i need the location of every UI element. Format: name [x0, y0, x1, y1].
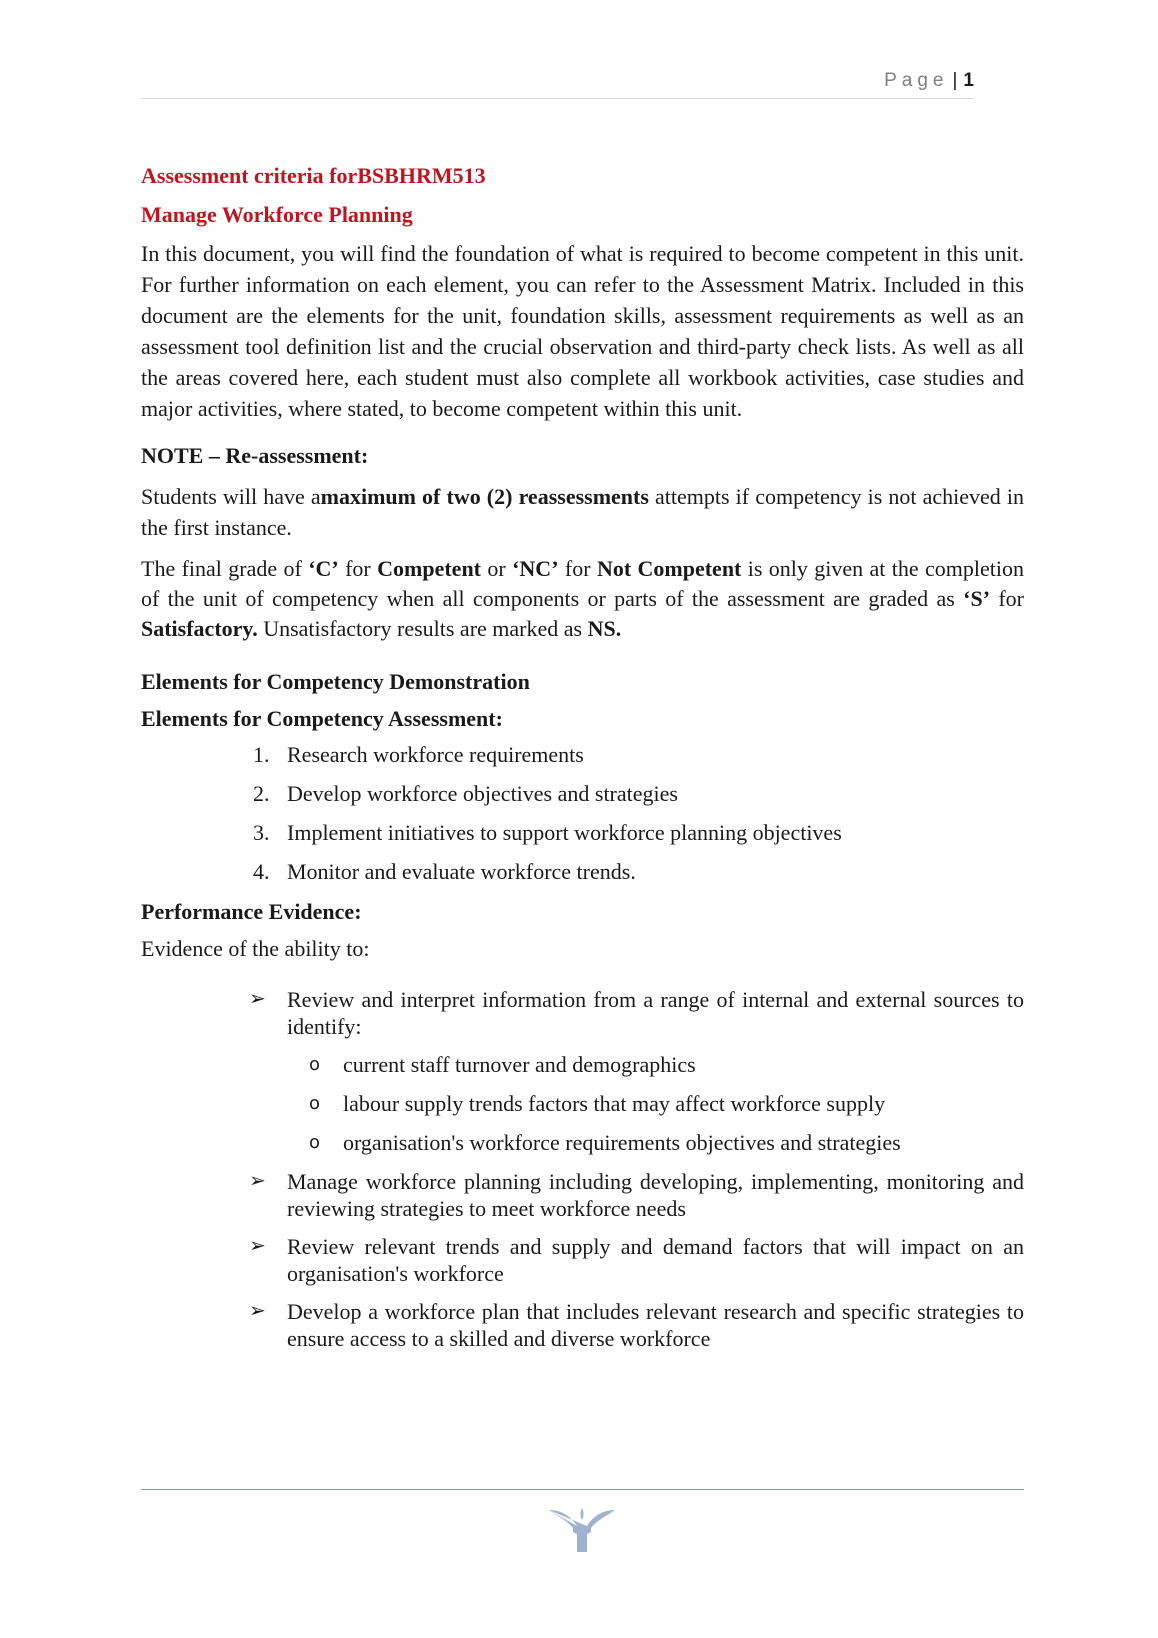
elements-heading-assessment: Elements for Competency Assessment: — [141, 706, 503, 731]
sub-item-text: labour supply trends factors that may affect workforce supply — [343, 1091, 886, 1116]
text-run: for — [338, 556, 378, 581]
text-run-bold: Satisfactory. — [141, 616, 258, 641]
text-run-bold: ‘NC’ — [512, 556, 559, 581]
footer-divider — [141, 1489, 1024, 1490]
bullet-item — [141, 1298, 1024, 1352]
page-header — [141, 66, 974, 99]
bullet-item — [141, 1168, 1024, 1222]
list-item — [141, 739, 1024, 778]
list-item — [141, 778, 1024, 817]
bullet-item — [141, 986, 1024, 1166]
note-paragraph-1 — [141, 481, 1024, 543]
text-run: The final grade of — [141, 556, 309, 581]
arrow-bullet-icon: ➢ — [249, 1170, 266, 1192]
arrow-bullet-icon: ➢ — [249, 988, 266, 1010]
bullet-text: Review relevant trends and supply and demand factors that will impact on an organisation's workforce — [287, 1234, 1024, 1286]
bullet-text: Manage workforce planning including developing, implementing, monitoring and reviewing strategies to meet workforce needs — [287, 1169, 1024, 1221]
sub-bullets — [287, 1051, 1024, 1166]
text-run-bold: ‘C’ — [308, 556, 339, 581]
elements-heading-demonstration: Elements for Competency Demonstration — [141, 669, 530, 694]
circle-bullet-icon: o — [309, 1093, 321, 1114]
intro-paragraph: In this document, you will find the foundation of what is required to become competent in this unit. For further information on each element, you can refer to the Assessment Matrix. Included in this document are the elements for the unit, foundation skills, assessment requirements as well as an assessment tool definition list and the crucial observation and third-party check lists. As well as all the areas covered here, each student must also complete all workbook activities, case studies and major activities, where stated, to become competent within this unit. — [141, 241, 1024, 421]
text-run-bold: NS. — [587, 616, 622, 641]
sub-item — [141, 1090, 1024, 1129]
page-number: 1 — [963, 70, 974, 91]
list-number: 2. — [253, 781, 270, 806]
performance-lead: Evidence of the ability to: — [141, 936, 370, 961]
arrow-bullet-icon: ➢ — [249, 1300, 266, 1322]
sub-item — [141, 1129, 1024, 1166]
list-item — [141, 817, 1024, 856]
note-heading: NOTE – Re-assessment: — [141, 443, 369, 468]
bullet-item — [141, 1233, 1024, 1287]
note-paragraph-2 — [141, 554, 1024, 644]
sub-item-text: organisation's workforce requirements objectives and strategies — [343, 1130, 901, 1155]
text-run: Students will have a — [141, 484, 321, 509]
list-number: 4. — [253, 859, 270, 884]
circle-bullet-icon: o — [309, 1054, 321, 1075]
doc-subtitle: Manage Workforce Planning — [141, 202, 413, 227]
list-number: 1. — [253, 742, 270, 767]
list-item — [141, 856, 1024, 895]
list-item-text: Research workforce requirements — [287, 742, 584, 767]
text-run: or — [481, 556, 513, 581]
text-run-bold: Competent — [377, 556, 482, 581]
text-run-bold: Not Competent — [596, 556, 742, 581]
doc-title: Assessment criteria forBSBHRM513 — [141, 163, 486, 188]
performance-heading: Performance Evidence: — [141, 899, 362, 924]
sub-item — [141, 1051, 1024, 1090]
list-item-text: Implement initiatives to support workforce planning objectives — [287, 820, 842, 845]
page-label: Page — [884, 70, 949, 91]
page-separator: | — [952, 70, 958, 91]
elements-list — [141, 739, 1024, 895]
performance-bullets — [141, 986, 1024, 1352]
text-run-bold: ‘S’ — [963, 586, 991, 611]
list-item-text: Monitor and evaluate workforce trends. — [287, 859, 636, 884]
text-run: for — [990, 586, 1024, 611]
bullet-text: Review and interpret information from a range of internal and external sources to identify: — [287, 987, 1024, 1039]
text-run: Unsatisfactory results are marked as — [257, 616, 588, 641]
text-run: attempts if competency is not achieved in the first instance. — [141, 484, 1024, 540]
sub-item-text: current staff turnover and demographics — [343, 1052, 696, 1077]
text-run-bold: maximum of two (2) reassessments — [320, 484, 649, 509]
bullet-text: Develop a workforce plan that includes relevant research and specific strategies to ensure access to a skilled and diverse workforce — [287, 1299, 1024, 1351]
company-logo-icon — [547, 1506, 617, 1554]
list-item-text: Develop workforce objectives and strategies — [287, 781, 678, 806]
page-number-label — [884, 70, 974, 92]
list-number: 3. — [253, 820, 270, 845]
text-run: is only given at the completion of the unit of competency when all components or parts of the assessment are graded as — [141, 556, 1025, 611]
arrow-bullet-icon: ➢ — [249, 1235, 266, 1257]
circle-bullet-icon: o — [309, 1132, 321, 1153]
text-run: for — [558, 556, 597, 581]
document-body — [141, 160, 1024, 1352]
